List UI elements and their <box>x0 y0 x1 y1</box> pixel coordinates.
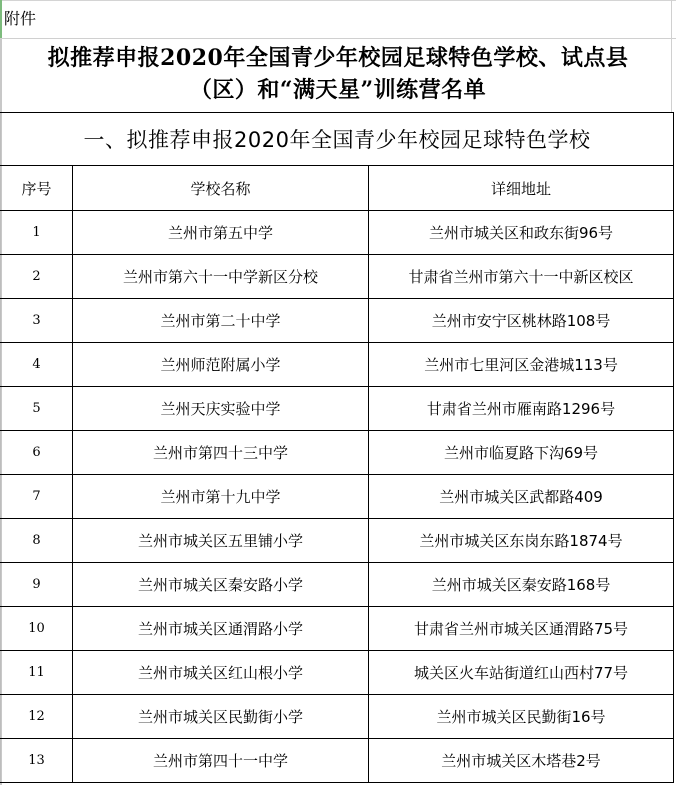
school-address: 兰州市七里河区金港城113号 <box>369 343 674 387</box>
column-header-number: 序号 <box>1 166 73 211</box>
school-address: 甘肃省兰州市雁南路1296号 <box>369 387 674 431</box>
table-row <box>1 739 674 783</box>
row-number: 9 <box>1 563 73 607</box>
school-name: 兰州市城关区秦安路小学 <box>73 563 369 607</box>
school-name: 兰州市城关区通渭路小学 <box>73 607 369 651</box>
school-name: 兰州市第四十一中学 <box>73 739 369 783</box>
school-name: 兰州市第六十一中学新区分校 <box>73 255 369 299</box>
column-header-school: 学校名称 <box>73 166 369 211</box>
school-address: 兰州市城关区木塔巷2号 <box>369 739 674 783</box>
school-name: 兰州师范附属小学 <box>73 343 369 387</box>
row-number: 2 <box>1 255 73 299</box>
school-name: 兰州市第十九中学 <box>73 475 369 519</box>
document-title <box>0 42 676 106</box>
selection-edge-marker <box>0 0 2 38</box>
school-address: 兰州市城关区民勤街16号 <box>369 695 674 739</box>
row-number: 7 <box>1 475 73 519</box>
attachment-label: 附件 <box>4 9 37 28</box>
school-name: 兰州天庆实验中学 <box>73 387 369 431</box>
row-number: 5 <box>1 387 73 431</box>
school-address: 甘肃省兰州市第六十一中新区校区 <box>369 255 674 299</box>
column-header-address: 详细地址 <box>369 166 674 211</box>
row-number: 11 <box>1 651 73 695</box>
attachment-divider <box>0 38 676 39</box>
table-row <box>1 651 674 695</box>
school-address: 兰州市临夏路下沟69号 <box>369 431 674 475</box>
table-row <box>1 695 674 739</box>
table-row <box>1 475 674 519</box>
row-number: 6 <box>1 431 73 475</box>
table-row <box>1 607 674 651</box>
table-row <box>1 431 674 475</box>
school-address: 甘肃省兰州市城关区通渭路75号 <box>369 607 674 651</box>
school-address: 兰州市城关区东岗东路1874号 <box>369 519 674 563</box>
row-number: 1 <box>1 211 73 255</box>
document-title-line2: （区）和“满天星”训练营名单 <box>189 77 487 103</box>
school-address: 兰州市城关区和政东街96号 <box>369 211 674 255</box>
school-address: 城关区火车站街道红山西村77号 <box>369 651 674 695</box>
document-title-line1: 拟推荐申报2020年全国青少年校园足球特色学校、试点县 <box>47 45 629 71</box>
row-number: 4 <box>1 343 73 387</box>
table-header-row <box>1 166 674 211</box>
table-row <box>1 387 674 431</box>
table-row <box>1 255 674 299</box>
school-name: 兰州市第四十三中学 <box>73 431 369 475</box>
table-row <box>1 299 674 343</box>
school-name: 兰州市城关区红山根小学 <box>73 651 369 695</box>
table-row <box>1 211 674 255</box>
row-number: 3 <box>1 299 73 343</box>
school-name: 兰州市第五中学 <box>73 211 369 255</box>
school-address: 兰州市安宁区桃林路108号 <box>369 299 674 343</box>
top-border <box>0 0 676 1</box>
table-row <box>1 519 674 563</box>
school-address: 兰州市城关区秦安路168号 <box>369 563 674 607</box>
table-row <box>1 343 674 387</box>
row-number: 13 <box>1 739 73 783</box>
school-name: 兰州市第二十中学 <box>73 299 369 343</box>
school-name: 兰州市城关区五里铺小学 <box>73 519 369 563</box>
row-number: 10 <box>1 607 73 651</box>
row-number: 8 <box>1 519 73 563</box>
table-row <box>1 563 674 607</box>
row-number: 12 <box>1 695 73 739</box>
section-heading: 一、拟推荐申报2020年全国青少年校园足球特色学校 <box>1 113 674 166</box>
school-list-table <box>0 112 674 783</box>
section-heading-row <box>1 113 674 166</box>
school-name: 兰州市城关区民勤街小学 <box>73 695 369 739</box>
school-address: 兰州市城关区武都路409 <box>369 475 674 519</box>
